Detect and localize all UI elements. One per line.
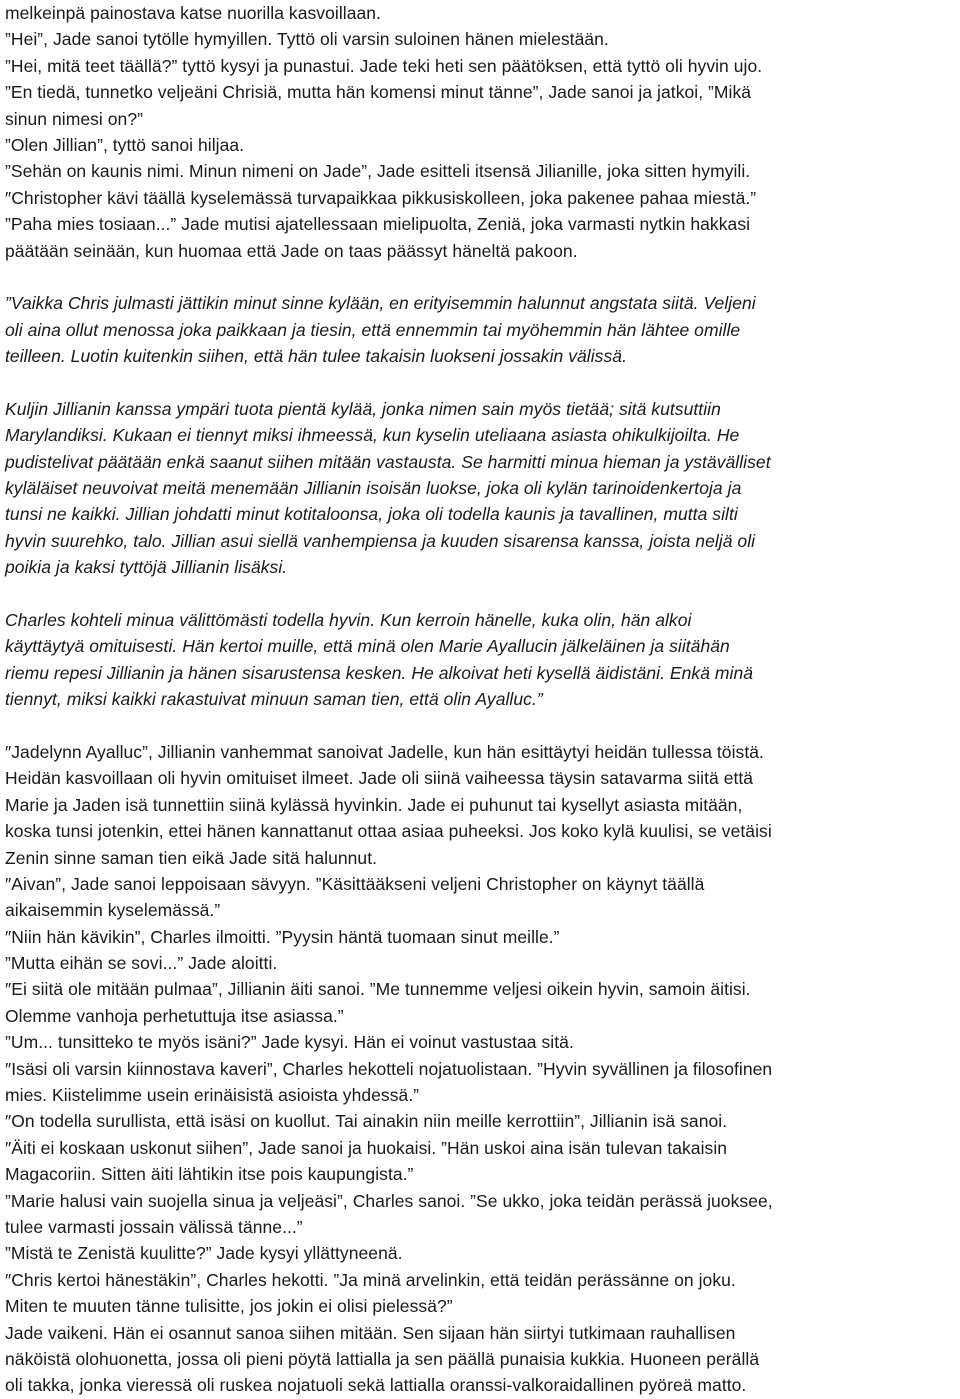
text-line: Jade vaikeni. Hän ei osannut sanoa siihen mitään. Sen sijaan hän siirtyi tutkimaan rauhallisen — [5, 1322, 736, 1343]
text-line: ”Olen Jillian”, tyttö sanoi hiljaa. — [5, 134, 245, 155]
text-line: Olemme vanhoja perhetuttuja itse asiassa.” — [5, 1005, 344, 1026]
text-line: koska tunsi jotenkin, ettei hänen kannattanut ottaa asiaa puheeksi. Jos koko kylä kuulisi, se vetäisi — [5, 821, 772, 842]
text-line: hyvin suurehko, talo. Jillian asui siellä vanhempiensa ja kuuden sisarensa kanssa, joista neljä oli — [5, 530, 756, 551]
text-line: ”Vaikka Chris julmasti jättikin minut sinne kylään, en erityisemmin halunnut angstata siitä. Veljeni — [5, 293, 756, 314]
text-line: riemu repesi Jillianin ja hänen sisarustensa kesken. He alkoivat heti kysellä äidistäni. Enkä minä — [5, 662, 754, 683]
text-line: pudistelivat päätään enkä saanut siihen mitään vastausta. Se harmitti minua hieman ja ystävälliset — [5, 451, 771, 472]
text-line: Heidän kasvoillaan oli hyvin omituiset ilmeet. Jade oli siinä vaiheessa täysin satavarma siitä että — [5, 768, 754, 789]
text-line: näköistä olohuonetta, jossa oli pieni pöytä lattialla ja sen päällä punaisia kukkia. Huoneen perällä — [5, 1348, 760, 1369]
text-line: mies. Kiistelimme usein erinäisistä asioista yhdessä.” — [5, 1085, 420, 1106]
text-line: melkeinpä painostava katse nuorilla kasvoillaan. — [5, 3, 381, 23]
text-line: oli aina ollut menossa joka paikkaan ja tiesin, että ennemmin tai myöhemmin hän lähtee omille — [5, 319, 741, 340]
text-line: Kuljin Jillianin kanssa ympäri tuota pientä kylää, jonka nimen sain myös tietää; sitä kutsuttiin — [5, 398, 721, 419]
text-line: oli takka, jonka vieressä oli ruskea nojatuoli sekä lattialla oranssi-valkoraidallinen pyöreä matto. — [5, 1375, 747, 1396]
text-line: ”Hei, mitä teet täällä?” tyttö kysyi ja punastui. Jade teki heti sen päätöksen, että tyttö oli hyvin ujo. — [5, 55, 763, 76]
text-line: kyläläiset neuvoivat meitä menemään Jillianin isoisän luokse, joka oli kylän tarinoidenkertoja ja — [5, 478, 742, 499]
text-line: sinun nimesi on?” — [5, 108, 144, 129]
paragraph-dialogue-family — [5, 739, 957, 1399]
paragraph-dialogue-opening — [5, 0, 957, 264]
text-line: Magacoriin. Sitten äiti lähtikin itse pois kaupungista.” — [5, 1164, 414, 1185]
text-line: ”Mutta eihän se sovi...” Jade aloitti. — [5, 953, 278, 974]
text-line: käyttäytyä omituisesti. Hän kertoi muille, että minä olen Marie Ayallucin jälkeläinen ja siitähän — [5, 636, 730, 657]
text-line: ”Sehän on kaunis nimi. Minun nimeni on Jade”, Jade esitteli itsensä Jilianille, joka sitten hymyili. — [5, 161, 751, 182]
paragraph-gap — [5, 713, 957, 739]
text-line: teilleen. Luotin kuitenkin siihen, että hän tulee takaisin luokseni jossakin välissä. — [5, 346, 627, 367]
text-line: Zenin sinne saman tien eikä Jade sitä halunnut. — [5, 847, 378, 868]
document-page — [5, 0, 957, 1399]
paragraph-gap — [5, 369, 957, 395]
text-line: ”Paha mies tosiaan...” Jade mutisi ajatellessaan mielipuolta, Zeniä, joka varmasti nytkin hakkasi — [5, 214, 751, 235]
text-line: Miten te muuten tänne tulisitte, jos jokin ei olisi pielessä?” — [5, 1296, 453, 1317]
paragraph-gap — [5, 264, 957, 290]
text-line: ”Mistä te Zenistä kuulitte?” Jade kysyi yllättyneenä. — [5, 1243, 403, 1264]
text-line: ”Hei”, Jade sanoi tytölle hymyillen. Tyttö oli varsin suloinen hänen mielestään. — [5, 29, 609, 50]
text-line: ″Niin hän kävikin”, Charles ilmoitti. ”Pyysin häntä tuomaan sinut meille.” — [5, 926, 560, 947]
text-line: Charles kohteli minua välittömästi todella hyvin. Kun kerroin hänelle, kuka olin, hän alkoi — [5, 609, 692, 630]
text-line: ″Äiti ei koskaan uskonut siihen”, Jade sanoi ja huokaisi. ”Hän uskoi aina isän tulevan takaisin — [5, 1137, 728, 1158]
text-line: ″Christopher kävi täällä kyselemässä turvapaikkaa pikkusiskolleen, joka pakenee pahaa miestä.” — [5, 187, 757, 208]
text-line: ″Isäsi oli varsin kiinnostava kaveri”, Charles hekotteli nojatuolistaan. ”Hyvin syvällinen ja filosofinen — [5, 1058, 773, 1079]
paragraph-italic-narration-1 — [5, 290, 957, 369]
text-line: ”En tiedä, tunnetko veljeäni Chrisiä, mutta hän komensi minut tänne”, Jade sanoi ja jatkoi, ”Mikä — [5, 82, 752, 103]
text-line: tunsi ne kaikki. Jillian johdatti minut kotitaloonsa, joka oli todella kaunis ja tavallinen, mutta silti — [5, 504, 738, 525]
text-line: ″On todella surullista, että isäsi on kuollut. Tai ainakin niin meille kerrottiin”, Jillianin isä sanoi. — [5, 1111, 728, 1132]
text-line: ″Ei siitä ole mitään pulmaa”, Jillianin äiti sanoi. ”Me tunnemme veljesi oikein hyvin, samoin äitisi. — [5, 979, 751, 1000]
text-line: aikaisemmin kyselemässä.” — [5, 900, 221, 921]
text-line: tiennyt, miksi kaikki rakastuivat minuun saman tien, että olin Ayalluc.” — [5, 689, 543, 710]
paragraph-italic-narration-2 — [5, 396, 957, 581]
text-line: ″Chris kertoi hänestäkin”, Charles hekotti. ”Ja minä arvelinkin, että teidän perässänne on joku. — [5, 1269, 736, 1290]
paragraph-gap — [5, 581, 957, 607]
text-line: päätään seinään, kun huomaa että Jade on taas päässyt häneltä pakoon. — [5, 240, 578, 261]
paragraph-italic-narration-3 — [5, 607, 957, 713]
text-line: Marie ja Jaden isä tunnettiin siinä kylässä hyvinkin. Jade ei puhunut tai kysellyt asiasta mitään, — [5, 794, 743, 815]
text-line: ″Jadelynn Ayalluc”, Jillianin vanhemmat sanoivat Jadelle, kun hän esittäytyi heidän tullessa töistä. — [5, 741, 764, 762]
text-line: tulee varmasti jossain välissä tänne...” — [5, 1216, 303, 1237]
text-line: ”Marie halusi vain suojella sinua ja veljeäsi”, Charles sanoi. ”Se ukko, joka teidän perässä juoksee, — [5, 1190, 773, 1211]
text-line: Marylandiksi. Kukaan ei tiennyt miksi ihmeessä, kun kyselin uteliaana asiasta ohikulkijoilta. He — [5, 425, 740, 446]
text-line: ″Aivan”, Jade sanoi leppoisaan sävyyn. ”Käsittääkseni veljeni Christopher on käynyt täällä — [5, 873, 705, 894]
text-line: ”Um... tunsitteko te myös isäni?” Jade kysyi. Hän ei voinut vastustaa sitä. — [5, 1032, 574, 1053]
text-line: poikia ja kaksi tyttöjä Jillianin lisäksi. — [5, 557, 288, 578]
